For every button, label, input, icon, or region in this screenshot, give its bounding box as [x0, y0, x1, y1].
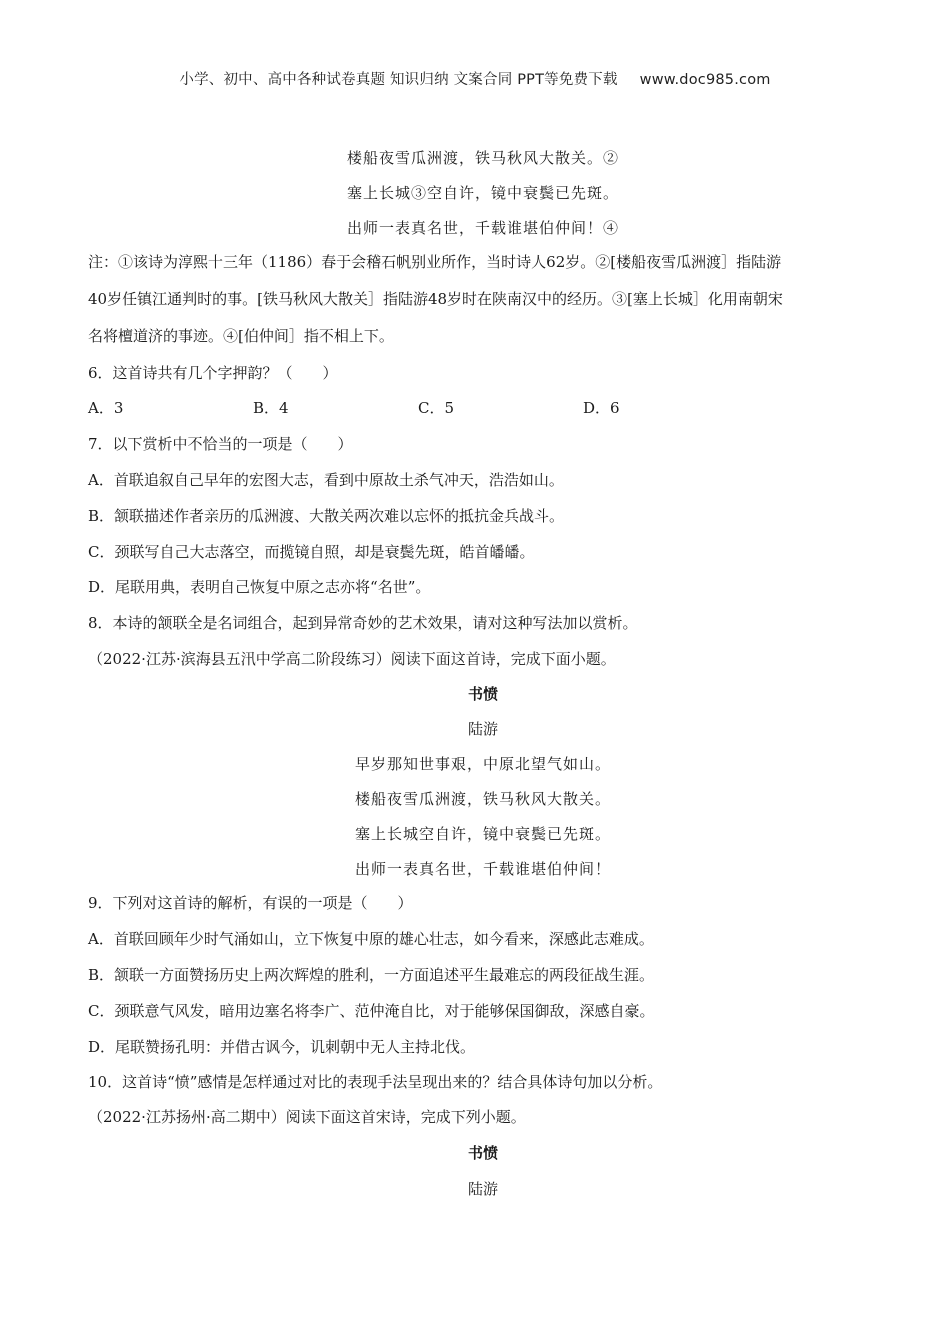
question-9-stem: 9．下列对这首诗的解析，有误的一项是（ ）: [88, 894, 413, 912]
question-9-option: A．首联回顾年少时气涌如山，立下恢复中原的雄心壮志，如今看来，深感此志难成。: [88, 930, 654, 948]
question-7-option: D．尾联用典，表明自己恢复中原之志亦将“名世”。: [88, 578, 431, 596]
option-b: B．4: [253, 399, 289, 417]
section2-poem-line: 出师一表真名世，千载谁堪伯仲间！: [354, 860, 611, 878]
note-line: 注：①该诗为淳熙十三年（1186）春于会稽石帆别业所作，当时诗人62岁。②[楼船夜雪瓜洲渡］指陆游: [88, 253, 782, 271]
question-7-stem: 7．以下赏析中不恰当的一项是（ ）: [88, 435, 353, 453]
question-9-option: D．尾联赞扬孔明：并借古讽今，讥刺朝中无人主持北伐。: [88, 1038, 476, 1056]
section3-poem-author: 陆游: [467, 1180, 498, 1198]
poem1-line: 楼船夜雪瓜洲渡，铁马秋风大散关。②: [346, 149, 619, 167]
note-line: 名将檀道济的事迹。④[伯仲间］指不相上下。: [88, 327, 394, 345]
option-a: A．3: [88, 399, 124, 417]
page-header: [0, 68, 950, 89]
question-7-option: B．颔联描述作者亲历的瓜洲渡、大散关两次难以忘怀的抵抗金兵战斗。: [88, 507, 565, 525]
question-10-stem: 10．这首诗“愤”感情是怎样通过对比的表现手法呈现出来的？结合具体诗句加以分析。: [88, 1073, 663, 1091]
question-9-option: C．颈联意气风发，暗用边塞名将李广、范仲淹自比，对于能够保国御敌，深感自豪。: [88, 1002, 655, 1020]
question-9-option: B．颔联一方面赞扬历史上两次辉煌的胜利，一方面追述平生最难忘的两段征战生涯。: [88, 966, 655, 984]
poem1-line: 出师一表真名世，千载谁堪伯仲间！④: [346, 219, 619, 237]
section2-poem-line: 塞上长城空自许，镜中衰鬓已先斑。: [354, 825, 611, 843]
section2-poem-line: 早岁那知世事艰，中原北望气如山。: [354, 755, 611, 773]
question-7-option: A．首联追叙自己早年的宏图大志，看到中原故土杀气冲天，浩浩如山。: [88, 471, 564, 489]
section2-poem-line: 楼船夜雪瓜洲渡，铁马秋风大散关。: [354, 790, 611, 808]
question-7-option: C．颈联写自己大志落空，而揽镜自照，却是衰鬓先斑，皓首皤皤。: [88, 543, 535, 561]
option-c: C．5: [418, 399, 455, 417]
question-8-stem: 8．本诗的颔联全是名词组合，起到异常奇妙的艺术效果，请对这种写法加以赏析。: [88, 614, 638, 632]
poem1-line: 塞上长城③空自许，镜中衰鬓已先斑。: [346, 184, 619, 202]
question-6-options: [88, 399, 878, 417]
option-d: D．6: [583, 399, 620, 417]
section3-poem-title: 书愤: [467, 1144, 498, 1162]
note-line: 40岁任镇江通判时的事。[铁马秋风大散关］指陆游48岁时在陕南汉中的经历。③[塞上长城］化用南朝宋: [88, 290, 783, 308]
section2-poem-author: 陆游: [467, 720, 498, 738]
section3-intro: （2022·江苏扬州·高二期中）阅读下面这首宋诗，完成下列小题。: [88, 1108, 526, 1126]
header-text: 小学、初中、高中各种试卷真题 知识归纳 文案合同 PPT等免费下载: [179, 72, 618, 88]
section2-intro: （2022·江苏·滨海县五汛中学高二阶段练习）阅读下面这首诗，完成下面小题。: [88, 650, 616, 668]
question-6-stem: 6．这首诗共有几个字押韵？（ ）: [88, 364, 338, 382]
header-site: www.doc985.com: [639, 72, 771, 88]
section2-poem-title: 书愤: [467, 685, 498, 703]
